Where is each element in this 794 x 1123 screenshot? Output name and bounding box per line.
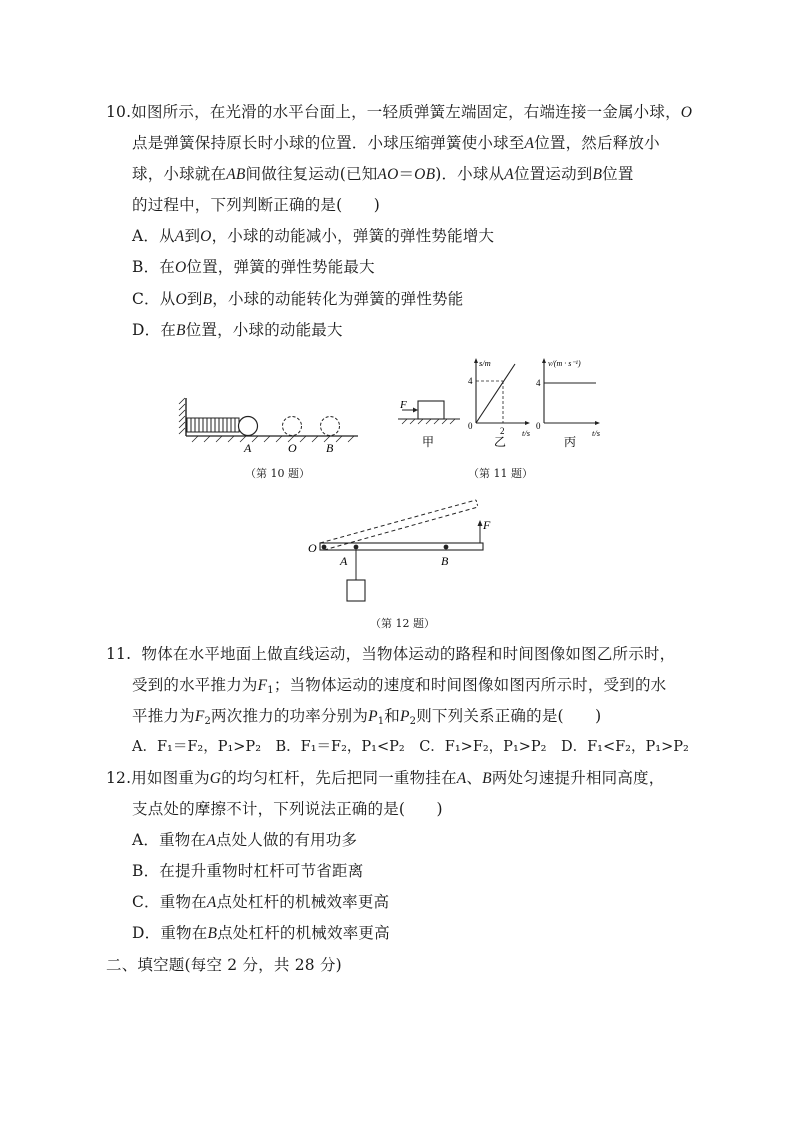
- fig11-caption: （第 11 题）: [468, 467, 533, 480]
- q11-line-1: 11. 物体在水平地面上做直线运动，当物体运动的路程和时间图像如图乙所示时，: [106, 645, 676, 663]
- fig12-caption: （第 12 题）: [370, 617, 435, 630]
- q10-line-4: 的过程中，下列判断正确的是( ): [132, 196, 380, 214]
- q12-line-1: 12.用如图重为G的均匀杠杆，先后把同一重物挂在A、B两处匀速提升相同高度，: [106, 769, 665, 787]
- fig10-label-o: O: [288, 441, 297, 455]
- fig11-bing-tick-4: 4: [536, 378, 541, 388]
- fig11-yi-x-axis: t/s: [522, 428, 531, 438]
- fig12-force-label: F: [483, 518, 491, 532]
- q11-options: A．F₁＝F₂，P₁>P₂ B．F₁＝F₂，P₁<P₂ C．F₁>F₂，P₁>P₂ D．F₁<F₂，P₁>P₂: [132, 739, 689, 755]
- q10-option-c: C．从O到B，小球的动能转化为弹簧的弹性势能: [132, 290, 464, 308]
- fig11-yi-zero: 0: [468, 421, 473, 431]
- fig10-label-a: A: [244, 441, 252, 455]
- q11-line-3: 平推力为$F_2$两次推力的功率分别为$P_1$和$P_2$则下列关系正确的是( ): [132, 707, 602, 727]
- fig11-yi-tick-4: 4: [468, 376, 473, 386]
- fig12-label-o: O: [308, 541, 317, 555]
- q10-number: 10.: [106, 103, 132, 121]
- figure-11: [398, 356, 620, 452]
- q10-option-a: A．从A到O，小球的动能减小，弹簧的弹性势能增大: [132, 227, 495, 245]
- fig11-jia: 甲: [422, 435, 435, 449]
- q12-option-b: B．在提升重物时杠杆可节省距离: [132, 862, 364, 880]
- q12-option-c: C．重物在A点处杠杆的机械效率更高: [132, 893, 390, 911]
- q10-option-d: D．在B位置，小球的动能最大: [132, 321, 343, 339]
- q12-number: 12.: [106, 769, 132, 787]
- fig10-caption: （第 10 题）: [245, 467, 310, 480]
- q10-line-1: 10.如图所示，在光滑的水平台面上，一轻质弹簧左端固定，右端连接一金属小球，O: [106, 103, 693, 121]
- fig11-force-label: F: [400, 399, 407, 411]
- figure-12-lever: [305, 493, 495, 605]
- fig10-label-b: B: [326, 441, 334, 455]
- q12-option-d: D．重物在B点处杠杆的机械效率更高: [132, 924, 390, 942]
- q12-line-2: 支点处的摩擦不计，下列说法正确的是( ): [132, 800, 443, 818]
- fig12-label-b: B: [441, 554, 449, 568]
- q12-option-a: A．重物在A点处人做的有用功多: [132, 831, 358, 849]
- q10-line-3: 球，小球就在AB间做往复运动(已知AO＝OB)．小球从A位置运动到B位置: [132, 165, 634, 183]
- q10-line-2: 点是弹簧保持原长时小球的位置．小球压缩弹簧使小球至A位置，然后释放小: [132, 134, 660, 152]
- fig11-bing: 丙: [564, 435, 577, 449]
- q11-number: 11.: [106, 645, 132, 663]
- q11-line-2: 受到的水平推力为$F_1$；当物体运动的速度和时间图像如图丙所示时，受到的水: [132, 676, 667, 696]
- fig11-yi-tick-2: 2: [500, 426, 505, 436]
- fig11-bing-zero: 0: [536, 421, 541, 431]
- fig11-yi: 乙: [494, 435, 507, 449]
- figure-10-spring: [178, 390, 364, 460]
- q10-option-b: B．在O位置，弹簧的弹性势能最大: [132, 258, 375, 276]
- fig11-bing-y-axis: v/(m · s⁻¹): [548, 359, 581, 368]
- fig11-bing-x-axis: t/s: [592, 428, 601, 438]
- section-heading: 二、填空题(每空 2 分，共 28 分): [106, 956, 342, 974]
- fig11-yi-y-axis: s/m: [479, 358, 491, 368]
- fig12-label-a: A: [340, 554, 348, 568]
